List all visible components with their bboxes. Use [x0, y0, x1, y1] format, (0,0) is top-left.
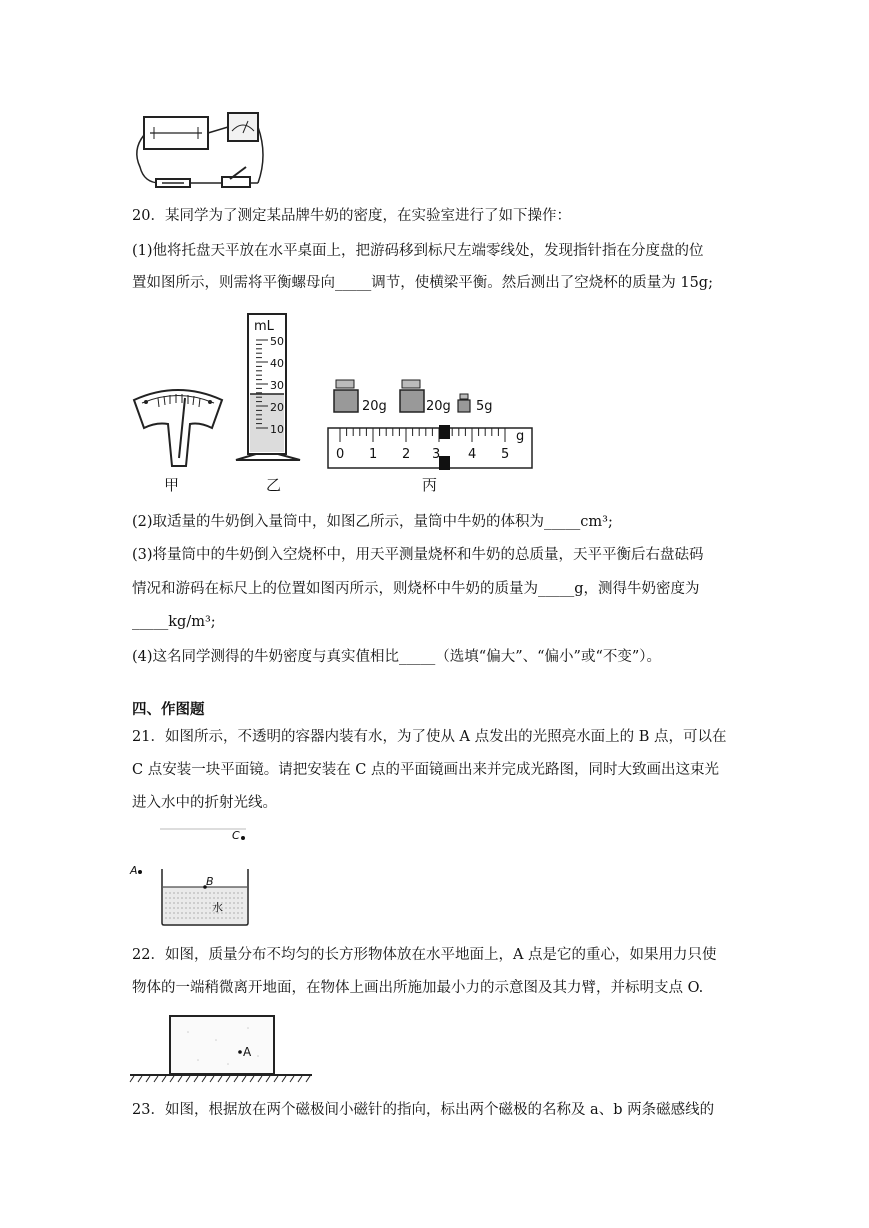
q21-line2: C 点安装一块平面镜。请把安装在 C 点的平面镜画出来并完成光路图，同时大致画出这束光: [132, 762, 720, 778]
svg-text:g: g: [516, 429, 525, 444]
svg-text:4: 4: [468, 447, 477, 462]
svg-text:5: 5: [501, 447, 510, 462]
q21-figure: [128, 825, 258, 930]
svg-text:0: 0: [336, 447, 345, 462]
svg-text:3: 3: [432, 447, 441, 462]
q20-part3-line1: (3)将量筒中的牛奶倒入空烧杯中，用天平测量烧杯和牛奶的总质量，天平平衡后右盘砝码: [132, 547, 704, 563]
q21-line3: 进入水中的折射光线。: [132, 795, 277, 811]
section-title: 四、作图题: [132, 702, 205, 718]
point-a-label: A: [243, 1045, 252, 1059]
measuring-cylinder-icon: [236, 314, 300, 460]
circuit-figure: [130, 105, 270, 197]
point-a-label: A: [130, 864, 138, 877]
svg-text:40: 40: [270, 357, 284, 370]
point-b-label: B: [206, 875, 214, 888]
label-bing: 丙: [422, 476, 438, 494]
svg-text:2: 2: [402, 447, 411, 462]
svg-text:1: 1: [369, 447, 378, 462]
label-yi: 乙: [266, 476, 282, 494]
weight-5g: 5g: [476, 399, 493, 414]
q22-line1: 22．如图，质量分布不均匀的长方形物体放在水平地面上，A 点是它的重心，如果用力只使: [132, 947, 717, 963]
q20-part1-line1: (1)他将托盘天平放在水平桌面上，把游码移到标尺左端零线处，发现指针指在分度盘的位: [132, 243, 704, 259]
q20-part3-line2: 情况和游码在标尺上的位置如图丙所示，则烧杯中牛奶的质量为_____g，测得牛奶密度为: [132, 581, 700, 597]
q22-figure: [128, 1012, 314, 1086]
q22-line2: 物体的一端稍微离开地面，在物体上画出所施加最小力的示意图及其力臂，并标明支点 O.: [132, 980, 704, 996]
point-c-label: C: [232, 829, 240, 842]
svg-text:10: 10: [270, 423, 284, 436]
svg-text:50: 50: [270, 335, 284, 348]
q20-part3-line3: _____kg/m³;: [132, 614, 216, 630]
svg-text:mL: mL: [254, 319, 274, 334]
q20-figure: [128, 308, 538, 498]
svg-text:20: 20: [270, 401, 284, 414]
balance-dial-icon: [134, 390, 222, 466]
label-jia: 甲: [164, 476, 180, 494]
q21-line1: 21．如图所示，不透明的容器内装有水，为了使从 A 点发出的光照亮水面上的 B 点，可以在: [132, 729, 727, 745]
q20-title: 20．某同学为了测定某品牌牛奶的密度，在实验室进行了如下操作：: [132, 208, 571, 224]
water-label: 水: [212, 901, 223, 914]
weight-20g-a: 20g: [362, 399, 387, 414]
weight-20g-b: 20g: [426, 399, 451, 414]
q20-part1-line2: 置如图所示，则需将平衡螺母向_____调节，使横梁平衡。然后测出了空烧杯的质量为 15g;: [132, 275, 713, 291]
q20-part2: (2)取适量的牛奶倒入量筒中，如图乙所示，量筒中牛奶的体积为_____cm³;: [132, 514, 613, 530]
svg-text:30: 30: [270, 379, 284, 392]
q23-line1: 23．如图，根据放在两个磁极间小磁针的指向，标出两个磁极的名称及 a、b 两条磁感线的: [132, 1102, 715, 1118]
q20-part4: (4)这名同学测得的牛奶密度与真实值相比_____（选填“偏大”、“偏小”或“不变”）。: [132, 649, 662, 665]
